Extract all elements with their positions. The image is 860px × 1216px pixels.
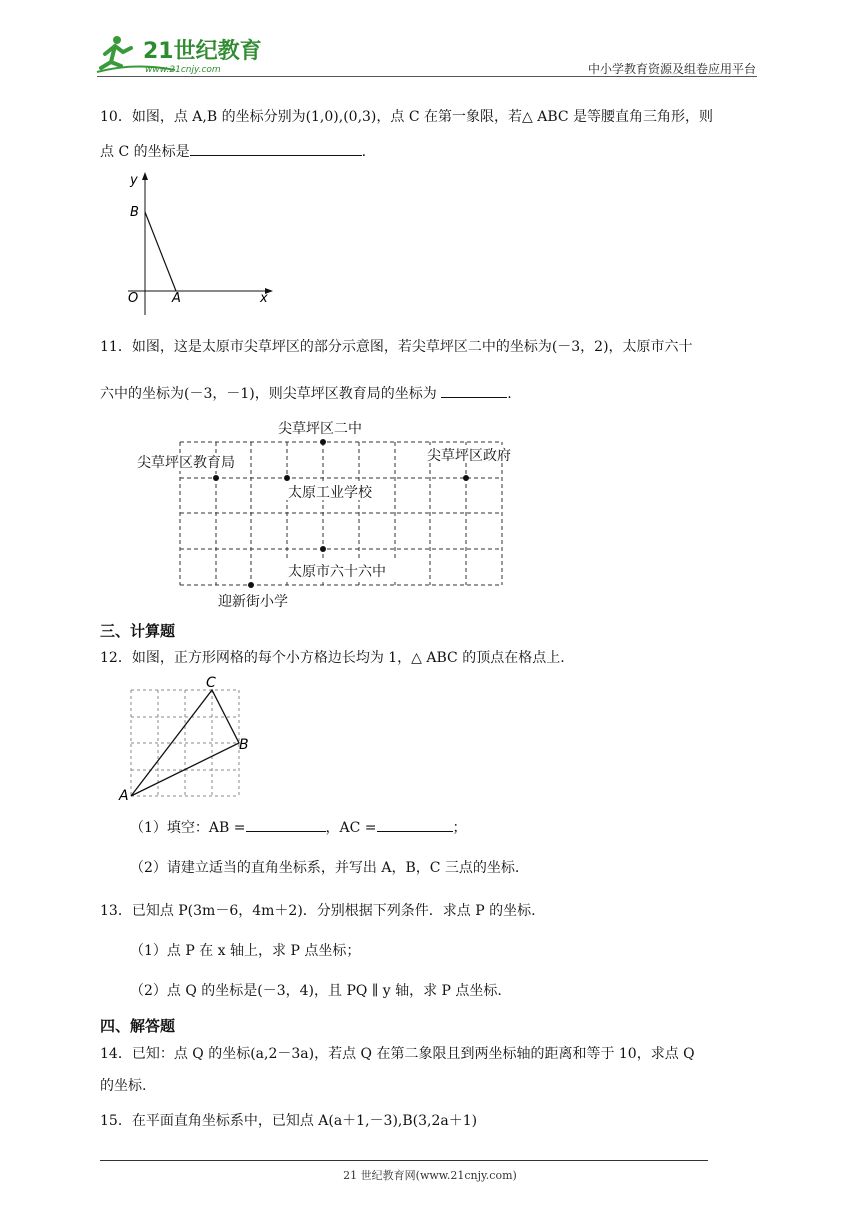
q12-figure xyxy=(115,672,260,807)
yingxin-point xyxy=(248,582,254,588)
q10-answer-blank xyxy=(190,143,362,156)
q12-A-label: A xyxy=(119,788,129,804)
q12-line1: 12．如图，正方形网格的每个小方格边长均为 1，△ ABC 的顶点在格点上. xyxy=(100,650,565,666)
q14-line2: 的坐标. xyxy=(100,1078,147,1094)
map-label-liushiliu: 太原市六十六中 xyxy=(288,564,386,580)
q12-C-label: C xyxy=(206,675,216,691)
q11-prompt: 六中的坐标为(－3，－1)，则尖草坪区教育局的坐标为 xyxy=(100,386,437,402)
q11-answer-blank xyxy=(441,385,507,398)
header-divider xyxy=(97,76,757,77)
logo-url: www.21cnjy.com xyxy=(145,65,221,75)
zhengfu-point xyxy=(463,475,469,481)
q11-line1: 11．如图，这是太原市尖草坪区的部分示意图，若尖草坪区二中的坐标为(－3，2)，太原市六十 xyxy=(100,339,693,355)
q10-B-label: B xyxy=(130,205,139,220)
erzhong-point xyxy=(320,439,326,445)
site-logo xyxy=(95,32,265,76)
q10-line2: 点 C 的坐标是 . xyxy=(100,144,367,160)
map-label-jiaoyuju: 尖草坪区教育局 xyxy=(137,455,235,471)
q12-AB-blank xyxy=(246,819,326,832)
header-platform-text: 中小学教育资源及组卷应用平台 xyxy=(587,62,756,76)
logo-text: 21世纪教育 xyxy=(143,39,262,64)
q10-figure xyxy=(118,170,278,320)
q13-line1: 13．已知点 P(3m－6，4m＋2)．分别根据下列条件．求点 P 的坐标. xyxy=(100,903,536,919)
map-label-zhengfu: 尖草坪区政府 xyxy=(427,448,511,464)
q13-part1: （1）点 P 在 x 轴上，求 P 点坐标； xyxy=(130,943,361,959)
map-label-yingxin: 迎新街小学 xyxy=(218,594,288,610)
liushiliu-point xyxy=(320,546,326,552)
q10-x-label: x xyxy=(260,291,268,306)
map-label-erzhong: 尖草坪区二中 xyxy=(278,421,362,437)
jiaoyuju-point xyxy=(213,475,219,481)
q10-prompt: 点 C 的坐标是 xyxy=(100,144,190,160)
q15-line1: 15．在平面直角坐标系中，已知点 A(a＋1,－3),B(3,2a＋1) xyxy=(100,1113,478,1129)
q12-B-label: B xyxy=(239,737,249,753)
q10-line1: 10．如图，点 A,B 的坐标分别为(1,0),(0,3)，点 C 在第一象限，若△ ABC 是等腰直角三角形，则 xyxy=(100,109,714,125)
q10-O-label: O xyxy=(128,291,139,306)
q13-part2: （2）点 Q 的坐标是(－3，4)，且 PQ ∥ y 轴，求 P 点坐标. xyxy=(130,983,502,999)
gongye-point xyxy=(284,475,290,481)
footer-text: 21 世纪教育网(www.21cnjy.com) xyxy=(343,1169,517,1182)
map-label-gongye: 太原工业学校 xyxy=(288,485,372,501)
q11-map xyxy=(130,415,530,615)
q12-part1: （1）填空：AB = ，AC = ； xyxy=(130,820,467,836)
section-3-heading: 三、计算题 xyxy=(100,622,176,640)
q12-AC-blank xyxy=(377,819,453,832)
q12-part2: （2）请建立适当的直角坐标系，并写出 A，B，C 三点的坐标. xyxy=(130,860,520,876)
section-4-heading: 四、解答题 xyxy=(100,1017,176,1035)
q10-y-label: y xyxy=(130,173,138,188)
q11-line2: 六中的坐标为(－3，－1)，则尖草坪区教育局的坐标为 . xyxy=(100,386,512,402)
q14-line1: 14．已知：点 Q 的坐标(a,2－3a)，若点 Q 在第二象限且到两坐标轴的距离和等于 10，求点 Q xyxy=(100,1046,695,1062)
footer-divider xyxy=(100,1160,708,1161)
q10-A-label: A xyxy=(172,291,181,306)
